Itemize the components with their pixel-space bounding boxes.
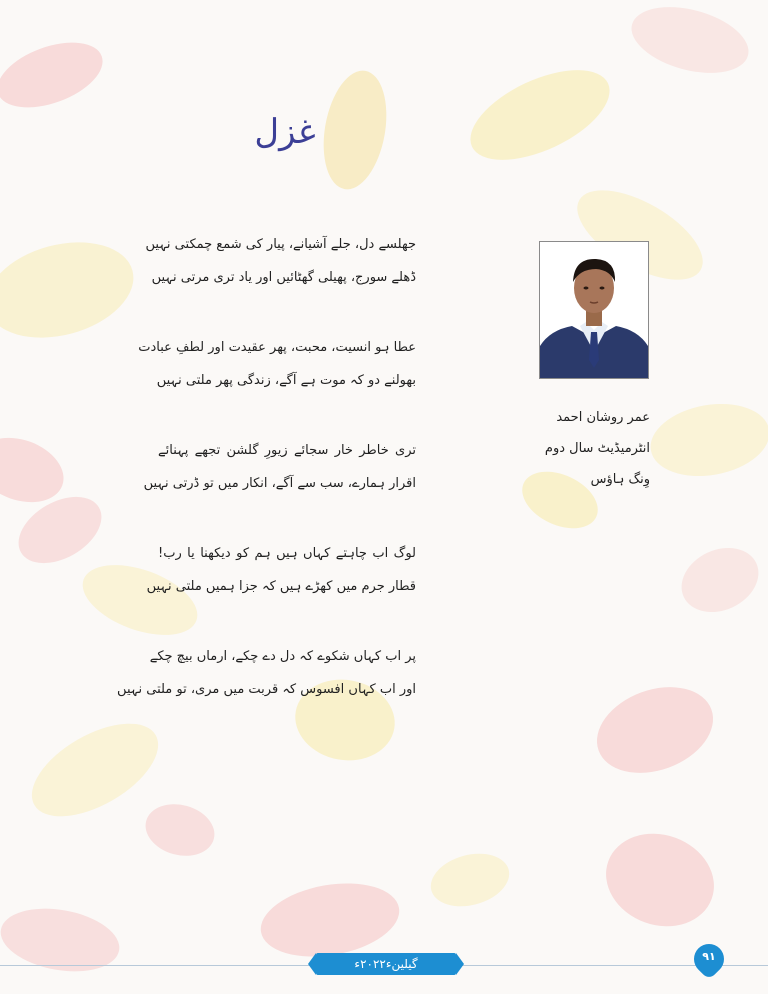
- poem-stanza: [117, 640, 416, 743]
- author-house: وِنگ ہاؤس: [590, 472, 650, 487]
- poem-line: قطار جرم میں کھڑے ہیں کہ جزا ہمیں ملتی نہیں: [146, 579, 416, 594]
- author-info: [520, 402, 650, 495]
- poem-line: پر اب کہاں شکوے کہ دل دے چکے، ارماں بیچ چکے: [149, 649, 416, 664]
- poem-line: ڈھلے سورج، پھیلی گھٹائیں اور یاد تری مرتی نہیں: [151, 270, 416, 285]
- poem-line: اقرار ہمارے، سب سے آگے، انکار میں تو ڈرتی نہیں: [143, 476, 416, 491]
- page-title: غزل: [254, 112, 316, 152]
- poem-line: اور اب کہاں افسوس کہ قربت میں مری، تو ملتی نہیں: [117, 682, 416, 697]
- footer-magazine-title: گیلینء۲۰۲۲ء: [316, 953, 456, 975]
- ghazal-poem: [117, 228, 416, 743]
- poem-line: جھلسے دل، جلے آشیانے، پیار کی شمع چمکتی نہیں: [145, 237, 416, 252]
- poem-stanza: [143, 434, 416, 537]
- poem-line: تری خاطر خار سجائے زیورِ گلشن تجھے پہنائے: [158, 443, 416, 458]
- author-name: عمر روشان احمد: [556, 410, 650, 425]
- author-class: انٹرمیڈیٹ سال دوم: [544, 441, 650, 456]
- page-number: ۹۱: [702, 950, 716, 963]
- author-photo: [539, 241, 649, 379]
- poem-line: لوگ اب چاہتے کہاں ہیں ہم کو دیکھنا یا رب!: [158, 546, 416, 561]
- poem-stanza: [146, 537, 416, 640]
- poem-stanza: [138, 331, 416, 434]
- poem-stanza: [145, 228, 416, 331]
- poem-line: عطا ہو انسیت، محبت، پھر عقیدت اور لطفِ عبادت: [138, 340, 416, 355]
- poem-line: بھولنے دو کہ موت ہے آگے، زندگی پھر ملتی نہیں: [156, 373, 416, 388]
